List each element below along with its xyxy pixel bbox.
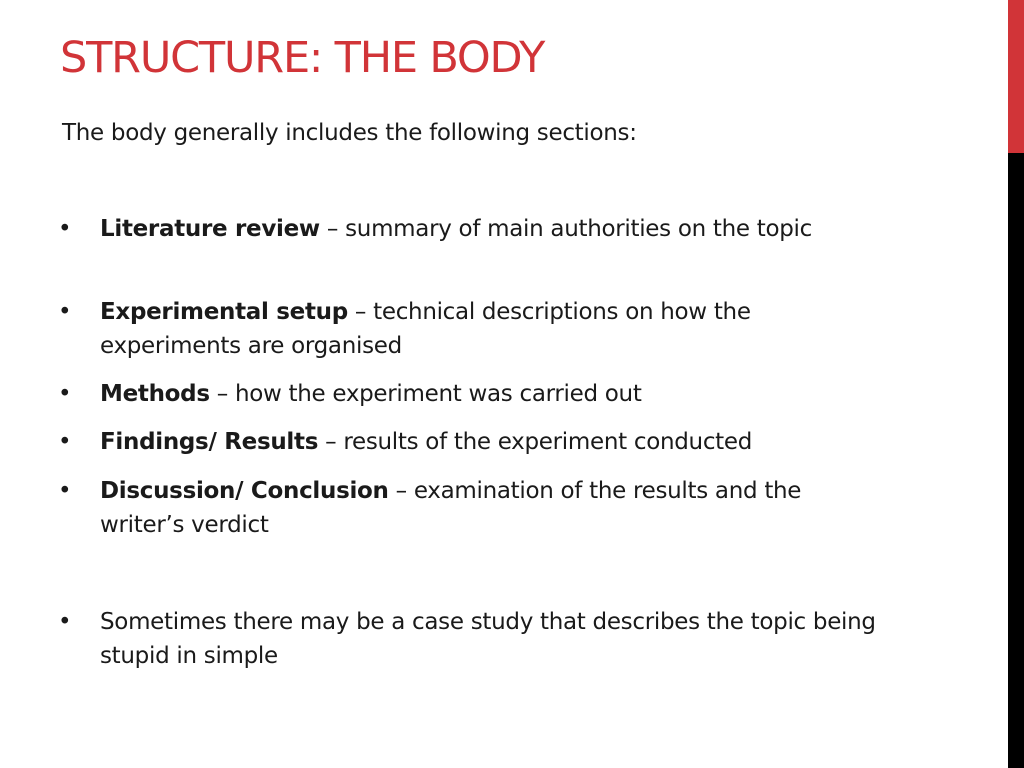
bullet-icon: • xyxy=(58,429,72,455)
bullet-text xyxy=(100,295,890,363)
bullet-description: – summary of main authorities on the topic xyxy=(319,216,812,242)
bullet-text xyxy=(100,377,890,411)
bullet-description: – technical descriptions on how the experiments are organised xyxy=(100,299,751,359)
intro-text: The body generally includes the following sections: xyxy=(62,120,637,146)
bullet-term: Discussion/ Conclusion xyxy=(100,478,389,504)
bullet-text xyxy=(100,212,890,246)
bullet-icon: • xyxy=(58,478,72,504)
bullet-icon: • xyxy=(58,609,72,635)
bullet-text xyxy=(100,605,890,673)
bullet-description: – results of the experiment conducted xyxy=(318,429,753,455)
accent-bar-top xyxy=(1008,0,1024,153)
bullet-icon: • xyxy=(58,381,72,407)
bullet-description: Sometimes there may be a case study that describes the topic being stupid in simple xyxy=(100,609,876,669)
bullet-description: – examination of the results and the writer’s verdict xyxy=(100,478,802,538)
bullet-description: – how the experiment was carried out xyxy=(209,381,642,407)
accent-bar-bottom xyxy=(1008,153,1024,768)
bullet-icon: • xyxy=(58,299,72,325)
bullet-text xyxy=(100,425,890,459)
bullet-text xyxy=(100,474,890,542)
bullet-term: Experimental setup xyxy=(100,299,348,325)
bullet-term: Literature review xyxy=(100,216,320,242)
slide-title: STRUCTURE: THE BODY xyxy=(60,33,545,83)
bullet-term: Findings/ Results xyxy=(100,429,319,455)
bullet-term: Methods xyxy=(100,381,210,407)
bullet-icon: • xyxy=(58,216,72,242)
